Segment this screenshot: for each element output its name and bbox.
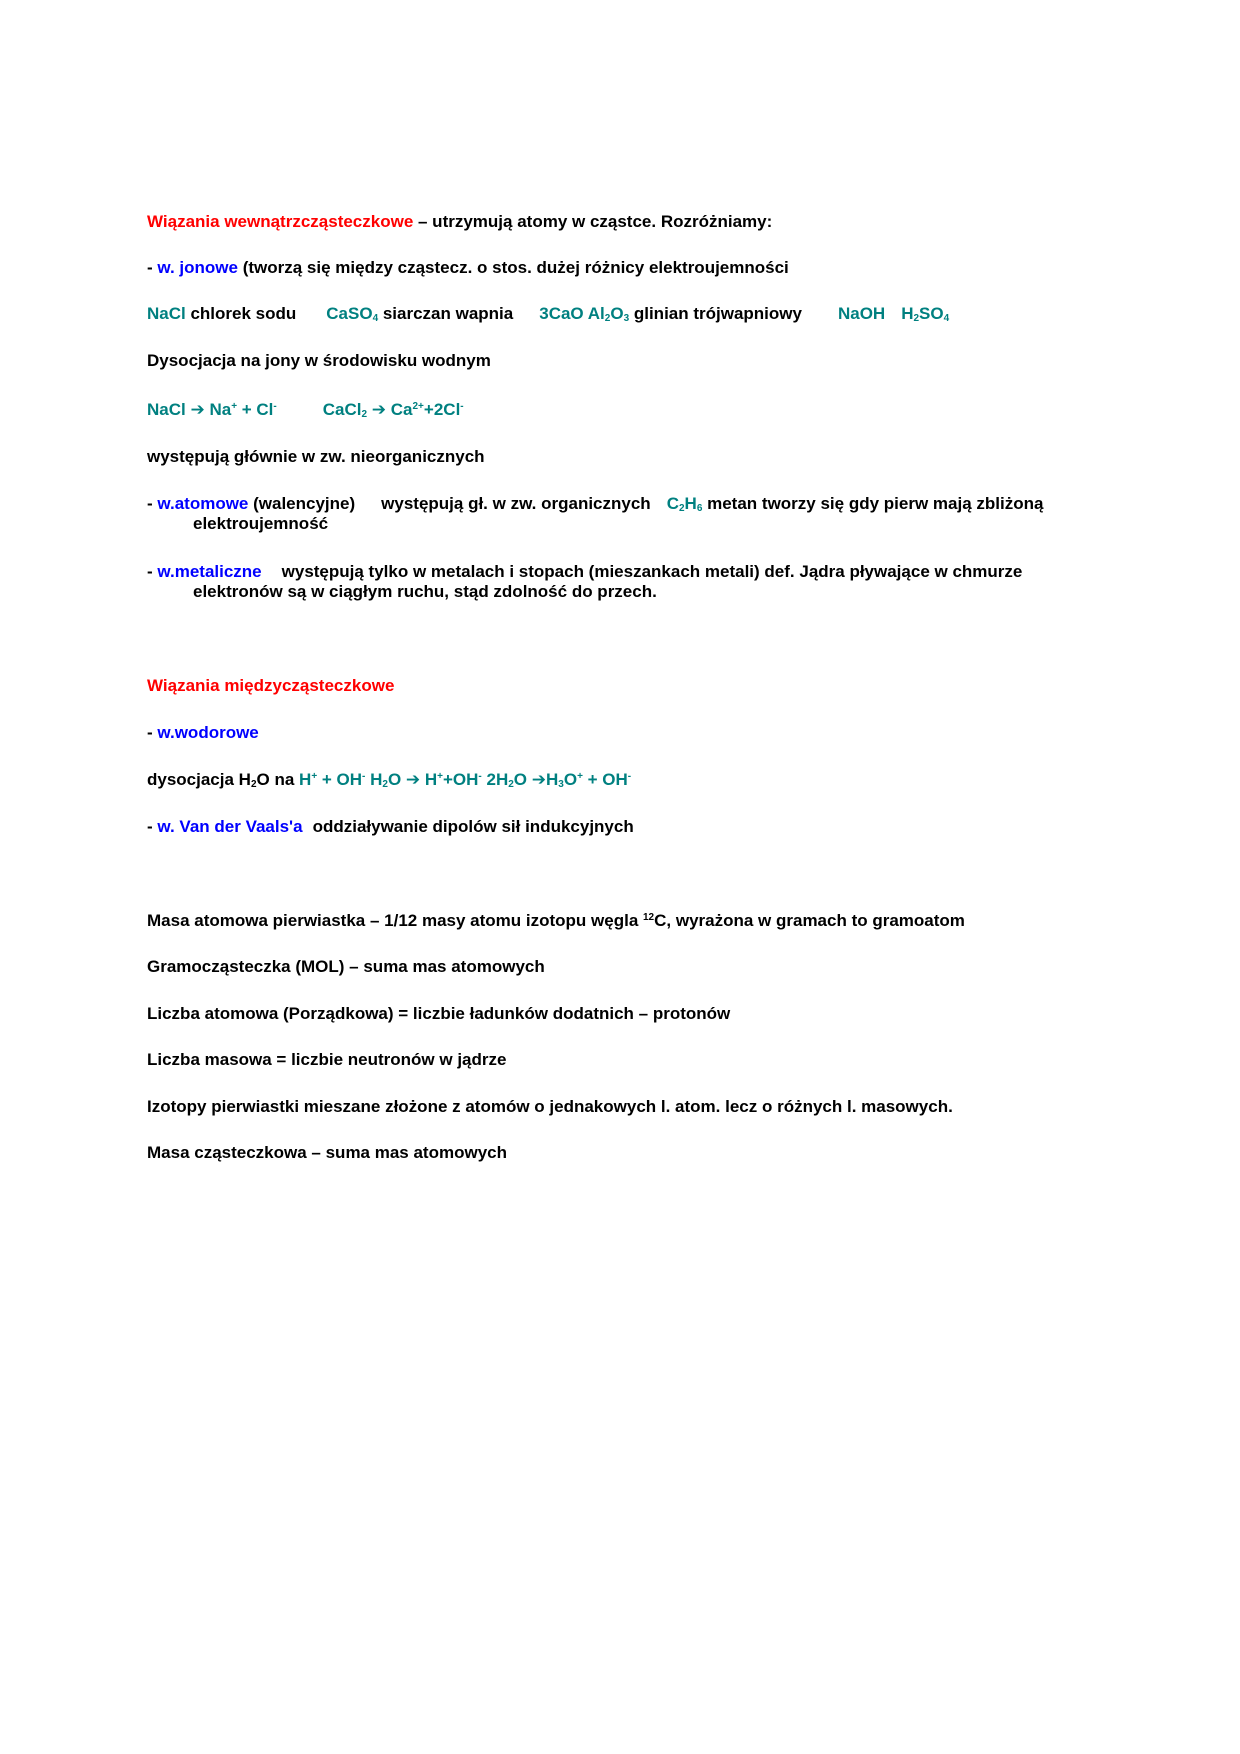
isotopes-definition: Izotopy pierwiastki mieszane złożone z atomów o jednakowych l. atom. lecz o różnych l. masowych. — [147, 1097, 953, 1116]
vdw-desc: oddziaływanie dipolów sił indukcyjnych — [312, 817, 634, 836]
atomic-number-definition: Liczba atomowa (Porządkowa) = liczbie ładunków dodatnich – protonów — [147, 1004, 731, 1023]
term-metallic: w.metaliczne — [157, 562, 262, 581]
atomic-desc1: (walencyjne) — [248, 494, 356, 513]
dissociation-title: Dysocjacja na jony w środowisku wodnym — [147, 351, 491, 370]
water-equations: H+ + OH- $H_2O$ ➔ H++OH- $2H_2O$ $➔H_3O^+ + OH^-$ — [299, 770, 632, 790]
dissociation-equations — [147, 400, 464, 420]
bullet-vdw — [147, 817, 634, 837]
bullet-metallic — [147, 562, 1113, 602]
bullet-hydrogen — [147, 723, 259, 743]
molecular-mass-definition: Masa cząsteczkowa – suma mas atomowych — [147, 1143, 507, 1162]
formula-naoh: NaOH — [837, 304, 886, 323]
bullet-dash: - — [147, 723, 158, 742]
term-hydrogen: w.wodorowe — [157, 723, 259, 742]
term-ionic: w. jonowe — [157, 258, 238, 277]
ionic-desc: (tworzą się między cząstecz. o stos. dużej różnicy elektroujemności — [237, 258, 789, 277]
term-vdw: w. Van der Vaals'a — [157, 817, 303, 836]
atomic-desc2: występują gł. w zw. organicznych — [381, 494, 651, 513]
section-heading-intermolecular: Wiązania międzycząsteczkowe — [147, 676, 395, 695]
mass-number-definition: Liczba masowa = liczbie neutronów w jądrze — [147, 1050, 507, 1069]
arrow-icon: ➔ — [405, 770, 421, 789]
arrow-icon: ➔ — [190, 400, 205, 419]
bullet-dash: - — [147, 258, 158, 277]
metallic-desc: występują tylko w metalach i stopach (mieszankach metali) def. Jądra pływające w chmurze elektronów są w ciągłym ruchu, stąd zdolność do przech. — [193, 562, 1023, 601]
bullet-dash: - — [147, 817, 158, 836]
bullet-ionic — [147, 258, 789, 278]
examples-line — [147, 304, 949, 324]
formula-cao-al2o3: 3CaO $Al_2O_3$ — [539, 304, 630, 324]
name-caso4: siarczan wapnia — [378, 304, 514, 323]
atomic-desc3: metan tworzy się gdy pierw mają zbliżoną elektroujemność — [193, 494, 1044, 533]
bullet-atomic — [147, 494, 1113, 534]
formula-caso4: CaSO$_4$ — [326, 304, 379, 324]
formula-nacl: NaCl — [147, 304, 186, 323]
bullet-dash: - — [147, 562, 158, 581]
arrow-icon: ➔ — [531, 770, 546, 789]
heading-title: Wiązania wewnątrzcząsteczkowe — [147, 212, 414, 231]
term-atomic: w.atomowe — [157, 494, 249, 513]
heading-rest: – utrzymują atomy w cząstce. Rozróżniamy: — [413, 212, 773, 231]
section-heading-intramolecular — [147, 212, 772, 232]
water-dissociation: dysocjacja $H_2O$ na H+ + OH- $H_2O$ ➔ H++OH- $2H_2O$ $➔H_3O^+ + OH^-$ — [147, 770, 632, 790]
atomic-mass-definition: Masa atomowa pierwiastka – 1/12 masy atomu izotopu węgla $^{12}$C, wyrażona w gramach to gramoatom — [147, 911, 965, 930]
occurs-line: występują głównie w zw. nieorganicznych — [147, 447, 485, 466]
equation-cacl2: CaCl$_2$ ➔ $Ca^{2+}+2Cl^-$ — [322, 400, 464, 420]
bullet-dash: - — [147, 494, 158, 513]
formula-c2h6: $C_2H_6$ — [666, 494, 703, 514]
arrow-icon: ➔ — [371, 400, 387, 419]
equation-nacl: NaCl ➔ Na+ + Cl- — [147, 400, 277, 419]
name-cao: glinian trójwapniowy — [629, 304, 802, 323]
mol-definition: Gramocząsteczka (MOL) – suma mas atomowych — [147, 957, 545, 976]
formula-h2so4: $H_2SO_4$ — [901, 304, 950, 324]
name-nacl: chlorek sodu — [185, 304, 297, 323]
